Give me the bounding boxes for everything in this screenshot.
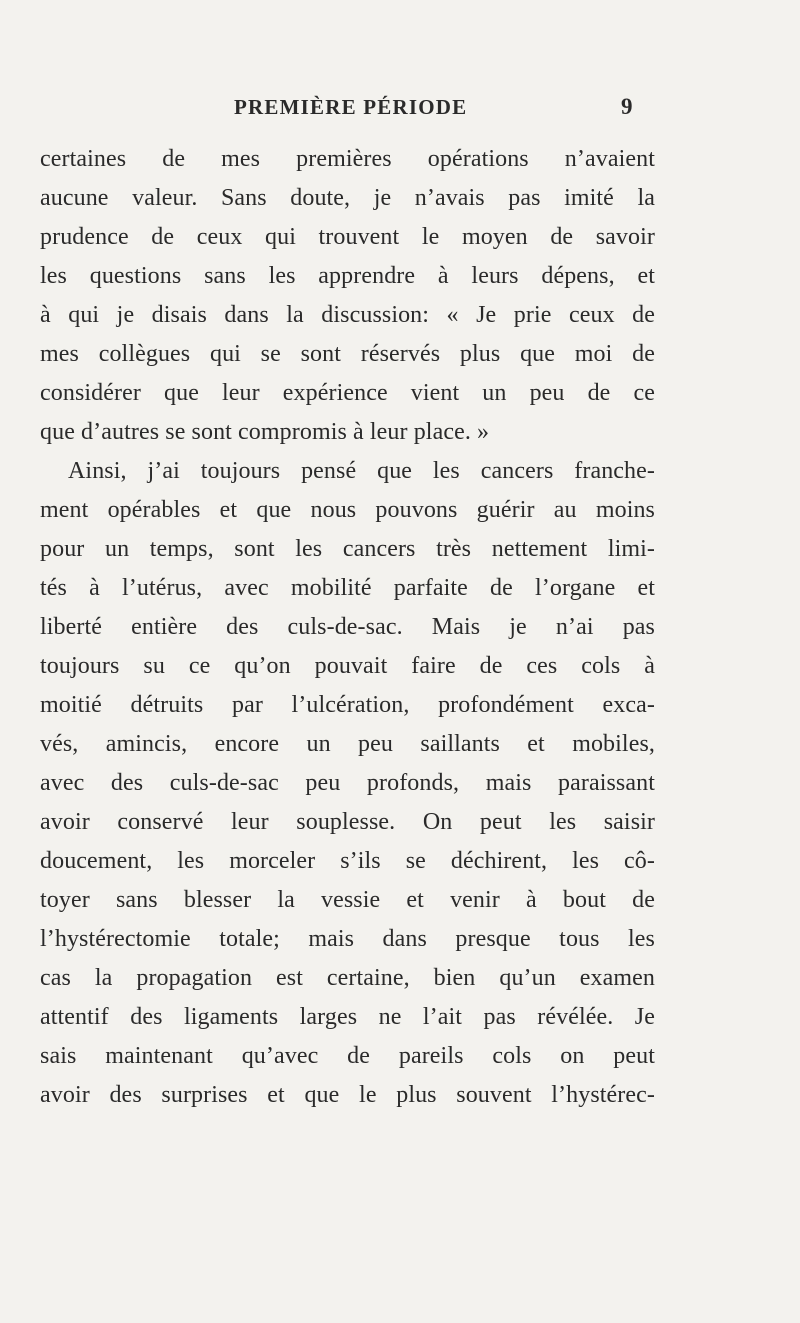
text-line: doucement, les morceler s’ils se déchirent, les cô-	[40, 848, 655, 874]
text-line: aucune valeur. Sans doute, je n’avais pas imité la	[40, 185, 655, 211]
text-line: ment opérables et que nous pouvons guérir au moins	[40, 497, 655, 523]
text-line: toyer sans blesser la vessie et venir à bout de	[40, 887, 655, 913]
text-line: prudence de ceux qui trouvent le moyen de savoir	[40, 224, 655, 250]
text-line: tés à l’utérus, avec mobilité parfaite de l’organe et	[40, 575, 655, 601]
text-line: attentif des ligaments larges ne l’ait pas révélée. Je	[40, 1004, 655, 1030]
text-line: certaines de mes premières opérations n’avaient	[40, 146, 655, 172]
text-line: avoir conservé leur souplesse. On peut les saisir	[40, 809, 655, 835]
text-line: à qui je disais dans la discussion: « Je prie ceux de	[40, 302, 655, 328]
text-line: liberté entière des culs-de-sac. Mais je n’ai pas	[40, 614, 655, 640]
body-text	[40, 140, 655, 1115]
text-line: avec des culs-de-sac peu profonds, mais paraissant	[40, 770, 655, 796]
text-line-paragraph-start: Ainsi, j’ai toujours pensé que les cancers franche-	[68, 458, 655, 484]
text-line: l’hystérectomie totale; mais dans presque tous les	[40, 926, 655, 952]
text-line: pour un temps, sont les cancers très nettement limi-	[40, 536, 655, 562]
text-line: considérer que leur expérience vient un peu de ce	[40, 380, 655, 406]
page-header-title: PREMIÈRE PÉRIODE	[234, 95, 468, 119]
text-line: que d’autres se sont compromis à leur place. »	[40, 419, 490, 445]
text-line: moitié détruits par l’ulcération, profondément exca-	[40, 692, 655, 718]
text-line: toujours su ce qu’on pouvait faire de ces cols à	[40, 653, 655, 679]
running-header	[0, 95, 800, 125]
text-line: avoir des surprises et que le plus souvent l’hystérec-	[40, 1082, 655, 1108]
text-line: sais maintenant qu’avec de pareils cols on peut	[40, 1043, 655, 1069]
text-line: mes collègues qui se sont réservés plus que moi de	[40, 341, 655, 367]
text-line: cas la propagation est certaine, bien qu’un examen	[40, 965, 655, 991]
text-line: vés, amincis, encore un peu saillants et mobiles,	[40, 731, 655, 757]
text-line: les questions sans les apprendre à leurs dépens, et	[40, 263, 655, 289]
page-number: 9	[621, 94, 633, 119]
